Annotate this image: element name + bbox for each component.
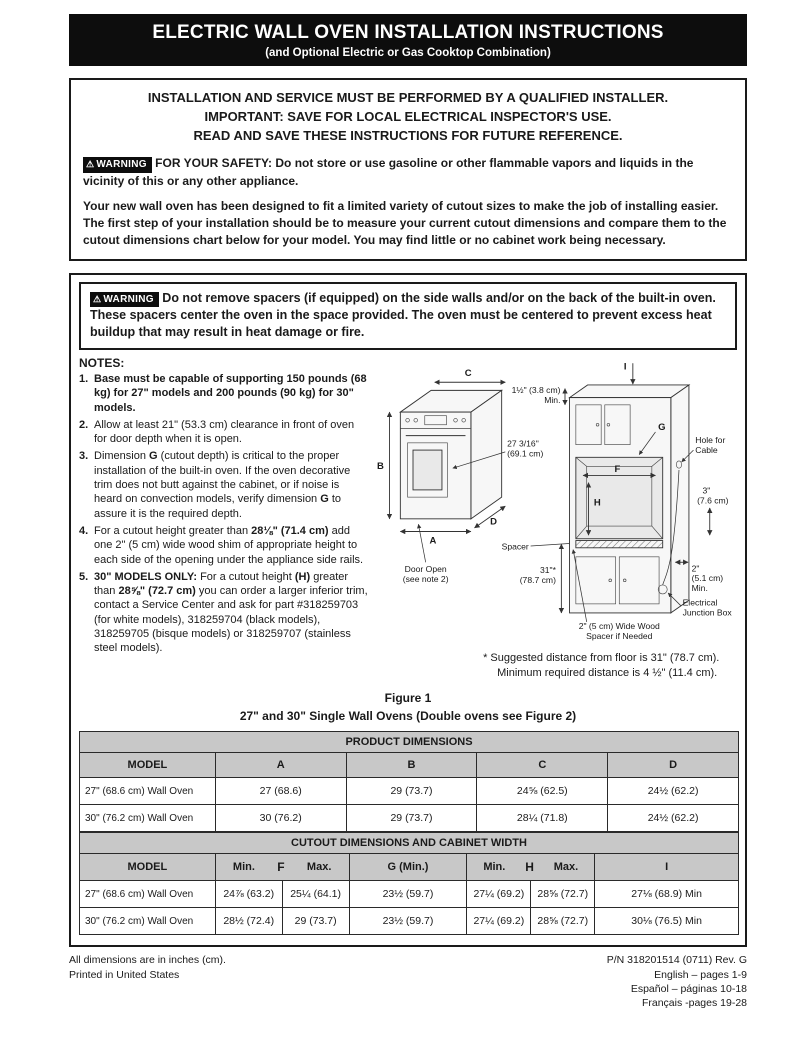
figure-caption bbox=[79, 689, 737, 725]
cell-model: 27" (68.6 cm) Wall Oven bbox=[80, 778, 216, 805]
title-banner bbox=[69, 14, 747, 66]
table-row bbox=[80, 908, 739, 935]
cell-i: 30⅛ (76.5) Min bbox=[595, 908, 739, 935]
column-header-h: Min. H Max. bbox=[467, 854, 595, 881]
dim-3in-label-line2: (7.6 cm) bbox=[697, 495, 729, 506]
note-text: For a cutout height greater than 28⅛" (71.4 cm) add one 2" (5 cm) wide wood shim of appropriate height to each side of the opening under the appliance side rails. bbox=[94, 524, 364, 566]
page-title: ELECTRIC WALL OVEN INSTALLATION INSTRUCTIONS bbox=[152, 22, 664, 43]
footnote-minimum-distance: Minimum required distance is 4 ½" (11.4 cm). bbox=[497, 667, 718, 680]
installer-notice bbox=[83, 89, 733, 146]
note-number: 5. bbox=[79, 570, 89, 583]
dim-3in-label-line1: 3" bbox=[702, 485, 711, 496]
printed-in: Printed in United States bbox=[69, 968, 180, 981]
note-text: Dimension G (cutout depth) is critical to the proper installation of the built-in oven. If the oven decorative trim does not butt against the cabinet, or if noise is heard on convection models, verify dimension G to assure it is the required depth. bbox=[94, 450, 351, 520]
diagram-column bbox=[375, 356, 737, 685]
junction-box-label-line2: Junction Box bbox=[682, 607, 732, 618]
cell-f-min: 24⅞ (63.2) bbox=[215, 881, 282, 908]
junction-box-label-line1: Electrical bbox=[682, 597, 718, 608]
notes-title: NOTES: bbox=[79, 355, 125, 370]
cutout-dimensions-table bbox=[79, 832, 739, 935]
product-dimensions-table bbox=[79, 731, 739, 832]
oven-interior-dim-line1: 27 3/16" bbox=[507, 438, 539, 449]
note-item-3 bbox=[79, 449, 369, 520]
cell-c: 24⅝ (62.5) bbox=[477, 778, 608, 805]
footer-left bbox=[69, 953, 226, 1010]
cell-h-min: 27¼ (69.2) bbox=[467, 908, 531, 935]
figure-number: Figure 1 bbox=[384, 691, 432, 706]
column-header-d: D bbox=[608, 753, 739, 778]
notes-and-diagrams bbox=[79, 356, 737, 685]
dim-31in-label-line2: (78.7 cm) bbox=[519, 575, 557, 586]
notice-line-1: INSTALLATION AND SERVICE MUST BE PERFORMED BY A QUALIFIED INSTALLER. bbox=[147, 90, 669, 105]
warning-badge-label: WARNING bbox=[96, 158, 147, 170]
note-number: 4. bbox=[79, 524, 89, 537]
table-row bbox=[80, 778, 739, 805]
warning-badge-2-label: WARNING bbox=[103, 293, 154, 305]
cutout-table-header-row bbox=[80, 854, 739, 881]
part-number: P/N 318201514 (0711) Rev. G bbox=[606, 954, 747, 967]
dim-31in-label-line1: 31"* bbox=[540, 565, 557, 576]
cell-f-max: 25¼ (64.1) bbox=[282, 881, 349, 908]
safety-warning-paragraph bbox=[83, 155, 733, 190]
oven-dim-B-label: B bbox=[377, 461, 384, 473]
main-section bbox=[69, 273, 747, 948]
dim-2in-label-line1: 2" bbox=[691, 563, 700, 574]
warning-icon: ⚠ bbox=[86, 158, 95, 169]
installation-diagram bbox=[375, 356, 737, 644]
note-text: Base must be capable of supporting 150 pounds (68 kg) for 27" models and 200 pounds (90 kg) for 30" models. bbox=[94, 372, 367, 414]
cell-h-max: 28⅝ (72.7) bbox=[531, 881, 595, 908]
cell-g: 23½ (59.7) bbox=[349, 908, 467, 935]
door-open-label-line1: Door Open bbox=[404, 564, 447, 575]
cell-a: 30 (76.2) bbox=[215, 805, 346, 832]
column-header-c: C bbox=[477, 753, 608, 778]
spacer-warning-box bbox=[79, 282, 737, 350]
figure-title: 27" and 30" Single Wall Ovens (Double ovens see Figure 2) bbox=[239, 709, 577, 724]
warning-icon-2: ⚠ bbox=[93, 293, 102, 304]
wood-spacer-label-line2: Spacer if Needed bbox=[586, 631, 653, 642]
oven-dim-C-label: C bbox=[464, 367, 472, 379]
dim-2in-label-line2: (5.1 cm) bbox=[691, 573, 724, 584]
notice-line-3: READ AND SAVE THESE INSTRUCTIONS FOR FUTURE REFERENCE. bbox=[193, 127, 623, 143]
cabinet-dim-F-label: F bbox=[614, 463, 621, 475]
product-table-header-row bbox=[80, 753, 739, 778]
figure-footnotes bbox=[483, 651, 737, 682]
cell-f-max: 29 (73.7) bbox=[282, 908, 349, 935]
column-header-a: A bbox=[215, 753, 346, 778]
column-header-b: B bbox=[346, 753, 477, 778]
spacer-warning-text: Do not remove spacers (if equipped) on the side walls and/or on the back of the built-in oven. These spacers center the oven in the space provided. The oven must be centered to prevent excess heat buildup that may result in heat damage or fire. bbox=[90, 290, 716, 340]
table-row bbox=[80, 881, 739, 908]
cell-g: 23½ (59.7) bbox=[349, 881, 467, 908]
notes-column bbox=[79, 356, 375, 685]
page-footer bbox=[69, 953, 747, 1010]
oven-dim-D-label: D bbox=[490, 516, 498, 528]
hole-for-cable-label-line1: Hole for bbox=[695, 434, 726, 445]
table-row bbox=[80, 805, 739, 832]
cell-a: 27 (68.6) bbox=[215, 778, 346, 805]
note-number: 3. bbox=[79, 450, 89, 463]
oven-drawing bbox=[400, 390, 501, 518]
note-item-1 bbox=[79, 372, 369, 415]
lang-french: Français -pages 19-28 bbox=[641, 996, 747, 1009]
cell-d: 24½ (62.2) bbox=[608, 778, 739, 805]
warning-badge bbox=[83, 157, 152, 173]
document-page bbox=[69, 0, 747, 1010]
cabinet-dim-I-label: I bbox=[623, 361, 627, 373]
cell-i: 27⅛ (68.9) Min bbox=[595, 881, 739, 908]
intro-paragraph: Your new wall oven has been designed to fit a limited variety of cutout sizes to make the job of installing easier. The first step of your installation should be to measure your current cutout dimensions and compare them to the cutout dimensions chart below for your model. You may find little or no cabinet work being necessary. bbox=[83, 199, 727, 247]
cutout-table-title: CUTOUT DIMENSIONS AND CABINET WIDTH bbox=[80, 833, 739, 854]
column-header-model: MODEL bbox=[80, 753, 216, 778]
cell-f-min: 28½ (72.4) bbox=[215, 908, 282, 935]
min-38cm-label-line1: 1½" (3.8 cm) bbox=[511, 385, 561, 396]
cell-model: 30" (76.2 cm) Wall Oven bbox=[80, 908, 216, 935]
column-header-f: Min. F Max. bbox=[215, 854, 349, 881]
cabinet-dim-H-label: H bbox=[594, 497, 601, 509]
oven-dim-A-label: A bbox=[429, 535, 437, 547]
cell-b: 29 (73.7) bbox=[346, 778, 477, 805]
spacer-label: Spacer bbox=[501, 541, 529, 552]
column-header-g: G (Min.) bbox=[349, 854, 467, 881]
dimensions-note: All dimensions are in inches (cm). bbox=[69, 954, 226, 967]
footer-right bbox=[607, 953, 747, 1010]
warning-badge-2 bbox=[90, 292, 159, 308]
hole-for-cable-label-line2: Cable bbox=[695, 444, 718, 455]
cell-d: 24½ (62.2) bbox=[608, 805, 739, 832]
wood-spacer-label-line1: 2" (5 cm) Wide Wood bbox=[578, 621, 660, 632]
lang-english: English – pages 1-9 bbox=[654, 968, 747, 981]
lang-spanish: Español – páginas 10-18 bbox=[630, 982, 747, 995]
product-table-title: PRODUCT DIMENSIONS bbox=[80, 732, 739, 753]
cell-c: 28¼ (71.8) bbox=[477, 805, 608, 832]
cell-h-min: 27¼ (69.2) bbox=[467, 881, 531, 908]
column-header-model: MODEL bbox=[80, 854, 216, 881]
note-text: Allow at least 21" (53.3 cm) clearance in front of oven for door depth when it is open. bbox=[94, 418, 355, 446]
cabinet-drawing bbox=[570, 385, 689, 613]
column-header-i: I bbox=[595, 854, 739, 881]
intro-box bbox=[69, 78, 747, 261]
oven-interior-dim-line2: (69.1 cm) bbox=[507, 448, 544, 459]
safety-text: FOR YOUR SAFETY: Do not store or use gasoline or other flammable vapors and liquids in the vicinity of this or any other appliance. bbox=[83, 155, 694, 188]
note-item-5 bbox=[79, 570, 369, 656]
cell-b: 29 (73.7) bbox=[346, 805, 477, 832]
note-item-2 bbox=[79, 418, 369, 447]
note-number: 2. bbox=[79, 418, 89, 431]
page-subtitle: (and Optional Electric or Gas Cooktop Combination) bbox=[265, 47, 551, 59]
cell-h-max: 28⅝ (72.7) bbox=[531, 908, 595, 935]
door-open-label-line2: (see note 2) bbox=[402, 574, 449, 585]
cabinet-dim-G-label: G bbox=[658, 422, 666, 434]
cell-model: 27" (68.6 cm) Wall Oven bbox=[80, 881, 216, 908]
note-number: 1. bbox=[79, 372, 89, 385]
min-38cm-label-line2: Min. bbox=[544, 395, 561, 406]
dim-2in-label-line3: Min. bbox=[691, 583, 708, 594]
footnote-suggested-distance: * Suggested distance from floor is 31" (78.7 cm). bbox=[483, 651, 720, 664]
note-text: 30" MODELS ONLY: For a cutout height (H) greater than 28⅝" (72.7 cm) you can order a larger inferior trim, contact a Service Center and ask for part #318259703 (for white models), 318259704 (black models), 318259705 (bisque models) or 318259707 (stainless steel models). bbox=[94, 570, 368, 655]
note-item-4 bbox=[79, 524, 369, 567]
notice-line-2: IMPORTANT: SAVE FOR LOCAL ELECTRICAL INSPECTOR'S USE. bbox=[204, 108, 612, 124]
cell-model: 30" (76.2 cm) Wall Oven bbox=[80, 805, 216, 832]
